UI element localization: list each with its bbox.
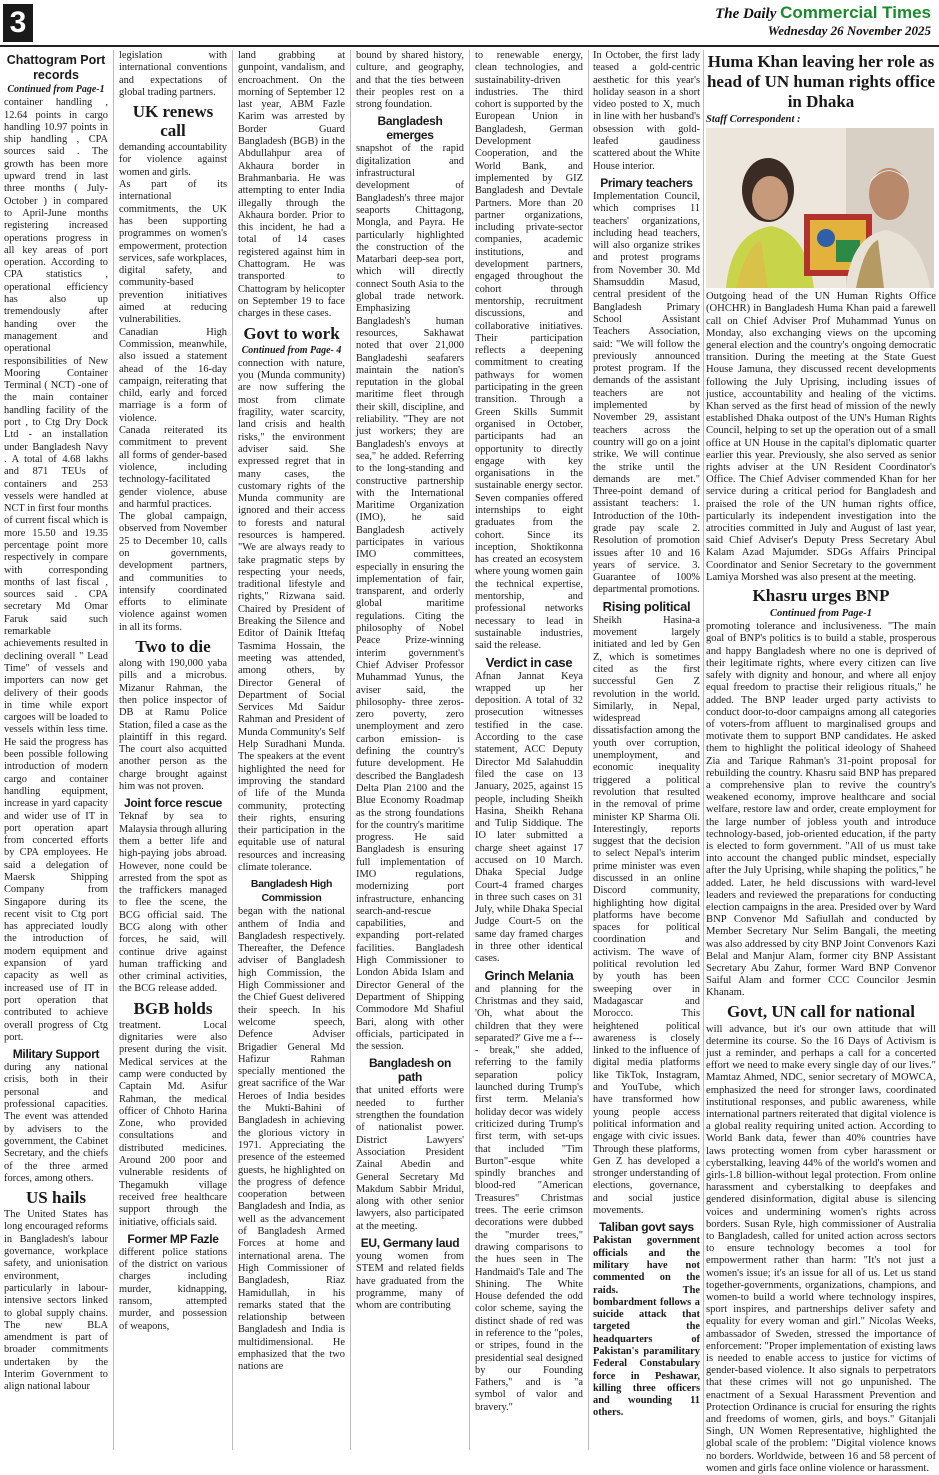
headline-joint-force-rescue: Joint force rescue (124, 796, 222, 811)
header-rule (0, 45, 939, 47)
headline-bangladesh-emerges: Bangladesh emerges (377, 114, 443, 143)
article-text: different police stations of the district on various charges including murder, kidnapping, ransom, attempted murder, and possession of weapons, (119, 1246, 227, 1332)
column-rule (113, 50, 114, 1450)
continued-note: Continued from Page-1 (769, 608, 873, 620)
photo-illustration (706, 128, 934, 288)
column-3 (238, 50, 345, 1455)
column-2 (119, 50, 227, 1455)
headline-rising-political: Rising political (602, 598, 691, 614)
article-text: Afnan Jannat Keya wrapped up her deposition. A total of 32 prosecution witnesses testified in the case. According to the case statement, ACC Deputy Director Md Salahuddin filed the case on 13 January, 2025, against 15 people, including Sheikh Hasina, Sheikh Rehana and Tulip Siddique. The IO later submitted a charge sheet against 17 accused on 10 March. Dhaka Special Judge Court-4 framed charges in three such cases on 31 July, while Dhaka Special Judge Court-5 on the same day framed charges in three other identical cases. (475, 670, 583, 965)
headline-primary-teachers: Primary teachers (600, 175, 693, 190)
article-text: along with 190,000 yaba pills and a microbus. Mizanur Rahman, the then police inspector of DB at Ramu Police Station, filed a case as the plaintiff in this regard. The court also acquitted another person as the charge brought against him was not proven. (119, 658, 227, 793)
headline-us-hails: US hails (26, 1188, 86, 1208)
headline-uk-renews-call: UK renews call (132, 102, 214, 141)
article-text: Sheikh Hasina-a movement largely initiated and led by Gen Z, which is sometimes cited as the first successful Gen Z revolution in the world. Similarly, in Nepal, widespread dissatisfaction among the youth over corruption, unemployment, and economic inequality triggered a political revolution that resulted in the removal of prime minister KP Sharma Oli. Interestingly, reports suggest that the decision to select Nepal's interim prime minister was even discussed in an online Discord community, highlighting how digital platforms have become spaces for political coordination and activism. The wave of political revolution led by youth has been sweeping over in Madagascar and Morocco. This heightened political awareness is closely linked to the influence of digital media platforms like TikTok, Instagram, and YouTube, which have transformed how young people access political information and engage with civic issues. Through these platforms, Gen Z has developed a stronger understanding of elections, governance, and social justice movements. (593, 614, 700, 1217)
continued-note: Continued from Page- 4 (241, 344, 342, 356)
paper-name (715, 3, 931, 23)
article-text: The United States has long encouraged reforms in Bangladesh's labour governance, workplace safety, and unionisation environment, particularly in labour-intensive sectors linked to global supply chains. The new BLA amendment is part of broader commitments undertaken by the Interim Government to align national labour (4, 1209, 108, 1393)
column-6 (593, 50, 700, 1455)
column-rule (588, 50, 589, 1450)
headline-chattogram-port: Chattogram Port records (6, 53, 106, 82)
byline: Staff Correspondent : (706, 114, 801, 125)
page-number: 3 (3, 4, 33, 42)
article-text: The global campaign, observed from November 25 to December 10, calls on governments, development partners, and communities to intensify coordinated efforts to eliminate violence against women in all its forms. (119, 511, 227, 633)
headline-verdict-in-case: Verdict in case (485, 654, 573, 670)
headline-taliban-govt-says: Taliban govt says (599, 1220, 694, 1235)
column-rule (350, 50, 351, 1450)
article-text: snapshot of the rapid digitalization and infrastructural development of Bangladesh's three major seaports Chittagong, Mongla, and Payra. He particularly highlighted the construction of the Matarbari deep-sea port, which will directly connect South Asia to the global trade network. Emphasizing Bangladesh's human resources, Sakhawat noted that over 21,000 Bangladeshi seafarers maintain the nation's reputation in the global maritime fleet through their skill, discipline, and reliability. "They are not just workers; they are Bangladesh's envoys at sea," he added. Referring to the long-standing and constructive partnership with the International Maritime Organization (IMO), he said Bangladesh actively participates in various IMO committees, especially in ensuring the implementation of fair, transparent, and orderly global maritime regulations. Citing the philosophy of Nobel Peace Prize-winning interim government's Chief Adviser Professor Muhammad Yunus, the aviser said, the philosophy- three zeros- zero poverty, zero unemployment and zero carbon emission- is defining the country's future development. He described the Bangladesh Delta Plan 2100 and the Blue Economy Roadmap as the strong foundations for the country's maritime progress. He said Bangladesh is ensuring full implementation of IMO regulations, modernizing port infrastructure, enhancing search-and-rescue capabilities, and expanding port-related facilities. Bangladesh High Commissioner to London Abida Islam and Director General of the Department of Shipping Commodore Md Shafiul Bari, along with other officials, participated in the session. (356, 143, 464, 1053)
article-text: during any national crisis, both in their personal and professional capacities. The event was attended by advisers to the government, the Cabinet Secretary, and the chiefs of the three armed forces, among others. (4, 1062, 108, 1184)
article-text: As part of its international commitments, the UK has been supporting programmes on women's empowerment, protection services, safe workplaces, digital safety, and community-based prevention initiatives aimed at reducing vulnerabilities. (119, 179, 227, 326)
headline-khasru-urges-bnp: Khasru urges BNP (752, 586, 890, 606)
article-text: Pakistan government officials and the military have not commented on the raids. The bombardment follows a suicide attack that targeted the headquarters of Pakistan's paramilitary Federal Constabulary force in Peshawar, killing three officers and wounding 11 others. (593, 1235, 700, 1419)
headline-bangladesh-on-path: Bangladesh on path (368, 1056, 452, 1085)
column-rule (232, 50, 233, 1450)
article-text: to renewable energy, clean technologies, and sustainability-driven industries. The third cohort is supported by the European Union in Bangladesh, German Development Cooperation, and the World Bank, and implemented by GIZ Bangladesh and Devtale Partners. More than 20 partner organizations, including private-sector companies, academic institutions, and development partners, engaged throughout the cohort through mentorship, recruitment discussions, and collaborative initiatives. Their participation reflects a deepening commitment to creating pathways for women participating in the green transition. Through a Green Skills Summit organised in October, participants had an opportunity to directly engage with key organisations in the sustainable energy sector. Seven companies offered internships to eight graduates from the cohort. Since its inception, Shoktikonna has created an ecosystem where young women gain the technical expertise, mentorship, and professional networks necessary to lead in sustainable industries, said the release. (475, 50, 583, 652)
article-text: began with the national anthem of India and Bangladesh respectively. Thereafter, the Defence adviser of Bangladesh high Commission, the High Commissioner and the Chief Guest delivered their speech. In his welcome speech, Defence Adviser Brigadier General Md Hafizur Rahman specially mentioned the great sacrifice of the War Heroes of India besides the Mukti-Bahini of Bangladesh in achieving the glorious victory in 1971. Appreciating the presence of the esteemed guests, he highlighted on the progress of defence cooperation between Bangladesh and India, as well as the advancement of Bangladesh Armed Forces at home and international arena. The High Commissioner of Bangladesh, Riaz Hamidullah, in his remarks stated that the relationship between Bangladesh and India is multidimensional. He emphasized that the two nations are (238, 906, 345, 1373)
headline-former-mp-fazle: Former MP Fazle (127, 1231, 219, 1246)
headline-bgb-holds: BGB holds (133, 998, 213, 1018)
headline-huma-khan: Huma Khan leaving her role as head of UN human rights office in Dhaka (706, 52, 936, 111)
column-1 (4, 50, 108, 1455)
article-text: connection with nature, you (Munda community) are now suffering the most from climate fragility, water scarcity, land crisis and health risks," the environment adviser said. She expressed regret that in many cases, the customary rights of the Munda community are ignored and their access to forests and natural resources is hampered. "We are always ready to take pragmatic steps by respecting your needs, traditional lifestyle and rights," Rizwana said. Chaired by President of Breaking the Silence and Editor of Dainik Ittefaq Tasmima Hossain, the meeting was attended, among others, by Director General of Department of Social Services Md Saidur Rahman and President of Munda Community's Self Help Suradhani Munda. The speakers at the event highlighted the need for improving the standard of life of the Munda community, protecting their rights, ensuring their participation in the equitable use of natural resources and increasing climate tolerance. (238, 357, 345, 873)
column-rule (703, 50, 704, 1450)
article-text: that united efforts were needed to further strengthen the foundation of nationalist power. District Lawyers' Association President Zainal Abedin and General Secretary Md Makdum Sabbir Mridul, along with other senior lawyers, also participated at the meeting. (356, 1085, 464, 1232)
column-5 (475, 50, 583, 1455)
headline-govt-to-work: Govt to work (243, 323, 340, 343)
article-text: legislation with international conventions and expectations of global trading partners. (119, 50, 227, 98)
paper-name-prefix: The Daily (715, 6, 777, 22)
article-text: Teknaf by sea to Malaysia through alluring them a better life and high-paying jobs abroad. However, none could be arrested from the spot as the traffickers managed to flee the scene, the BCG official said. The BCG along with other forces, he said, will continue drive against human trafficking and other criminal activities, the BCG release added. (119, 811, 227, 995)
column-4 (356, 50, 464, 1455)
issue-date: Wednesday 26 November 2025 (767, 23, 931, 38)
headline-govt-un-call: Govt, UN call for national (726, 1001, 916, 1021)
article-text: promoting tolerance and inclusiveness. "The main goal of BNP's politics is to build a stable, prosperous and happy Bangladesh where no one is deprived of their legitimate rights, where every citizen can live safely with dignity and honour, and where all enjoy equal freedom to practise their religious rituals," he added. The BNP leader urged party activists to conduct door-to-door campaigns among all categories of voters-from affluent to marginalised groups and motivate them to support BNP candidates. He asked them to highlight the political ideology of Shaheed Zia and Tarique Rahman's 31-point proposal for rebuilding the country. Khasru said BNP has prepared a comprehensive plan to revive the country's weakened economy, improve healthcare and social welfare, restore law and order, create employment for the large number of jobless youth and introduce technology-based, job-oriented education, if the party is elected to form government. "All of us must take into account the changed public mindset, especially after the July Uprising, while shaping the politics," he added. Later, he held discussions with ward-level leaders and reviewed the preparations for conducting election campaigns in the area. Presided over by Ward BNP Convenor Md Safiullah and conducted by Member Secretary Nur Selim Bangali, the meeting was also addressed by city BNP Joint Convenors Kazi Belal and Manjur Alam, former city BNP Assistant Secretary Abu Zahur, former Ward BNP Convenor Saiful Alam and former CCC Councilor Jesmin Khanam. (706, 621, 936, 999)
article-text: young women from STEM and related fields have graduated from the programme, many of whom are contributing (356, 1251, 464, 1312)
paper-name-main: Commercial Times (780, 3, 931, 22)
masthead (715, 3, 931, 39)
article-text: land grabbing at gunpoint, vandalism, and encroachment. On the morning of September 12 last year, ABM Fazle Karim was arrested by Border Guard Bangladesh (BGB) in the Abdullahpur area of Akhaura border in Brahmanbaria. He was attempting to enter India illegally through the Akhaura border. Prior to this incident, he had a total of 14 cases registered against him in Chattogram. He was transported to Chattogram by helicopter on September 19 to face charges in these cases. (238, 50, 345, 320)
article-text: In October, the first lady teased a gold-centric aesthetic for this year's holiday season in a short video posted to X, much in line with her husband's obsession with gold-leafed gaudiness scattered about the White House interior. (593, 50, 700, 172)
article-text: treatment. Local dignitaries were also present during the visit. Medical services at the camp were conducted by Captain Md. Asifur Rahman, the medical officer of Chhoto Harina Zone, who provided consultations and distributed medicines. Around 200 poor and vulnerable residents of Thegamukh village received free healthcare support through the initiative, officials said. (119, 1019, 227, 1228)
page-header (0, 0, 939, 46)
headline-military-support: Military Support (12, 1047, 100, 1062)
article-text: container handling , 12.64 points in cargo handling 10.97 points in ship handling , CPA sources said . The growth has been more upward trend in last three months ( July-October ) in compared to April-June months registering increased operations progress in all key areas of port operation. According to CPA statistics , operational efficiency has also up tremendously after handing over the management and operational responsibilities of New Mooring Container Terminal ( NCT) -one of the main container handling facility of the port , to Ctg Dry Dock Ltd - an installation under Bangladesh Navy . A total of 4.68 lakhs and 871 TEUs of containers and 253 vessels were handled at NCT in first four months of current fiscal which is more 15.50 and 19.35 percentage point more respectively in compare with corresponding months of last fiscal , sources said . CPA secretary Md Omar Faruk said such remarkable achievements resulted in declining overall " Lead Time" of vessels and importers can now get delivery of their goods in time while export cargoes will be loaded to vessels within less time. He said the progress has been possible following introduction of modern cargo and container handling equipment, increase in yard capacity and wider use of IT in port operation apart from concerted efforts by CPA employees. He said a delegation of Maersk Shipping Company from Singapore during its recent visit to Ctg port has appreciated loudly the introduction of modern equipment and expansion of yard capacity as well as increased use of IT in port operation that contributed to achieve overall progress of Ctg port. (4, 97, 108, 1043)
article-text: will advance, but it's our own attitude that will determine its course. So the 16 Days of Activism is just a reminder, and perhaps a call for a concerted effort we need to make every single day of our lives." Mamtaz Ahmed, NDC, senior secretary of MOWCA, emphasized the need for stronger laws, coordinated institutional responses, and public awareness, while international partners reiterated that digital violence is a global reality requiring united action. According to World Bank data, fewer than 40% countries have laws protecting women from cyber harassment or cyberstalking, leaving 44% of the world's women and girls-1.8 billion-without legal protection. From online harassment and cyberstalking to deepfakes and gendered disinformation, digital abuse is silencing voices and undermining women's rights across borders. Susan Ryle, high commissioner of Australia to Bangladesh, called for united action across sectors to ensure technology becomes a tool for empowerment rather than harm: "It's not just a women's issue; it's an issue for all of us. Let us stand together-governments, organizations, champions, and women-to build a world where technology inspires, sport inspires, and partnerships deliver safety and equality for every woman and girl." Nicolas Weeks, ambassador of Sweden, stressed the importance of enforcement: "Proper implementation of existing laws is needed to enable access to justice for victims of gender-based violence. It also signals to perpetrators that these crimes will not go unpunished. The enactment of a Sexual Harassment Prevention and Protection Ordinance is crucial for ensuring the rights and freedoms of women, girls, and boys." Gitanjali Singh, UN Women Representative, highlighted the global scale of the problem: "Digital violence knows no borders. Worldwide, between 16 and 58 percent of women and girls face online violence or harassment. (706, 1023, 936, 1474)
headline-eu-germany-laud: EU, Germany laud (360, 1236, 460, 1251)
news-photo (706, 128, 934, 288)
column-rule (469, 50, 470, 1450)
column-7 (706, 50, 936, 1474)
headline-grinch-melania: Grinch Melania (484, 967, 574, 983)
headline-two-to-die: Two to die (135, 637, 211, 657)
article-text: demanding accountability for violence against women and girls. (119, 142, 227, 178)
article-text: Canada reiterated its commitment to prevent all forms of gender-based violence, including technology-facilitated gender violence, abuse and harmful practices. (119, 425, 227, 510)
headline-bangladesh-high-commission: Bangladesh High Commission (250, 878, 333, 905)
article-text: bound by shared history, culture, and geography, and that the ties between their peoples rest on a strong foundation. (356, 50, 464, 111)
article-text: and planning for the Christmas and they said, 'Oh, what about the children that they were separated?' Give me a f---- break," she added, referring to the family separation policy launched during Trump's first term. Melania's holiday decor was widely criticized during Trump's first term, with set-ups that included "Tim Burton"-esque white spindly branches and blood-red "American Treasures" Christmas trees. The eerie crimson decorations were dubbed the "murder trees," drawing comparisons to the hues seen in The Handmaid's Tale and The Shining. The White House defended the odd color scheme, saying the distinct shade of red was in reference to the "poles, or stripes, found in the presidential seal designed by our Founding Fathers," and is "a symbol of valor and bravery." (475, 983, 583, 1413)
article-text: Implementation Council, which comprises 11 teachers' organizations, including head teachers, will also organize strikes and protest programs from November 30. Md Shamsuddin Masud, central president of the Bangladesh Primary School Assistant Teachers Association, said: "We will follow the previously announced protest program. If the demands of the assistant teachers are not implemented by November 29, assistant teachers across the country will go on a joint strike. We will continue the strike until the demands are met." Three-point demand of assistant teachers: 1. Introduction of the 10th-grade pay scale 2. Resolution of promotion issues after 10 and 16 years of service. 3. Guarantee of 100% departmental promotions. (593, 190, 700, 596)
continued-note: Continued from Page-1 (7, 84, 105, 95)
article-text: Canadian High Commission, meanwhile, also issued a statement ahead of the 16-day campaign, reiterating that child, early and forced marriage is a form of violence. (119, 326, 227, 424)
article-text: Outgoing head of the UN Human Rights Office (OHCHR) in Bangladesh Huma Khan paid a farewell call on Chief Adviser Prof Muhammad Yunus on Monday, also exchanging views on the upcoming general election and the country's ongoing democratic transition. During the meeting at the State Guest House Jamuna, they discussed recent developments following the July Uprising, including issues of justice, accountability and healing of the victims. Khan served as the first head of mission of the newly established Dhaka outpost of the UN's Human Rights Council, helping to set up the operation out of a small office at UN House in the capital's diplomatic quarter earlier this year. Previously, she also served as senior rights adviser at the UN Resident Coordinator's Office. The Chief Adviser commended Khan for her service during a critical period for Bangladesh and praised the role of the UN human rights office, particularly its independent investigation into the atrocities committed in July and August of last year, said Chief Adviser's Deputy Press Secretary Abul Kalam Azad Majumder. SDGs Affairs Principal Coordinator and Senior Secretary to the government Lamiya Morshed was also present at the meeting. (706, 291, 936, 583)
